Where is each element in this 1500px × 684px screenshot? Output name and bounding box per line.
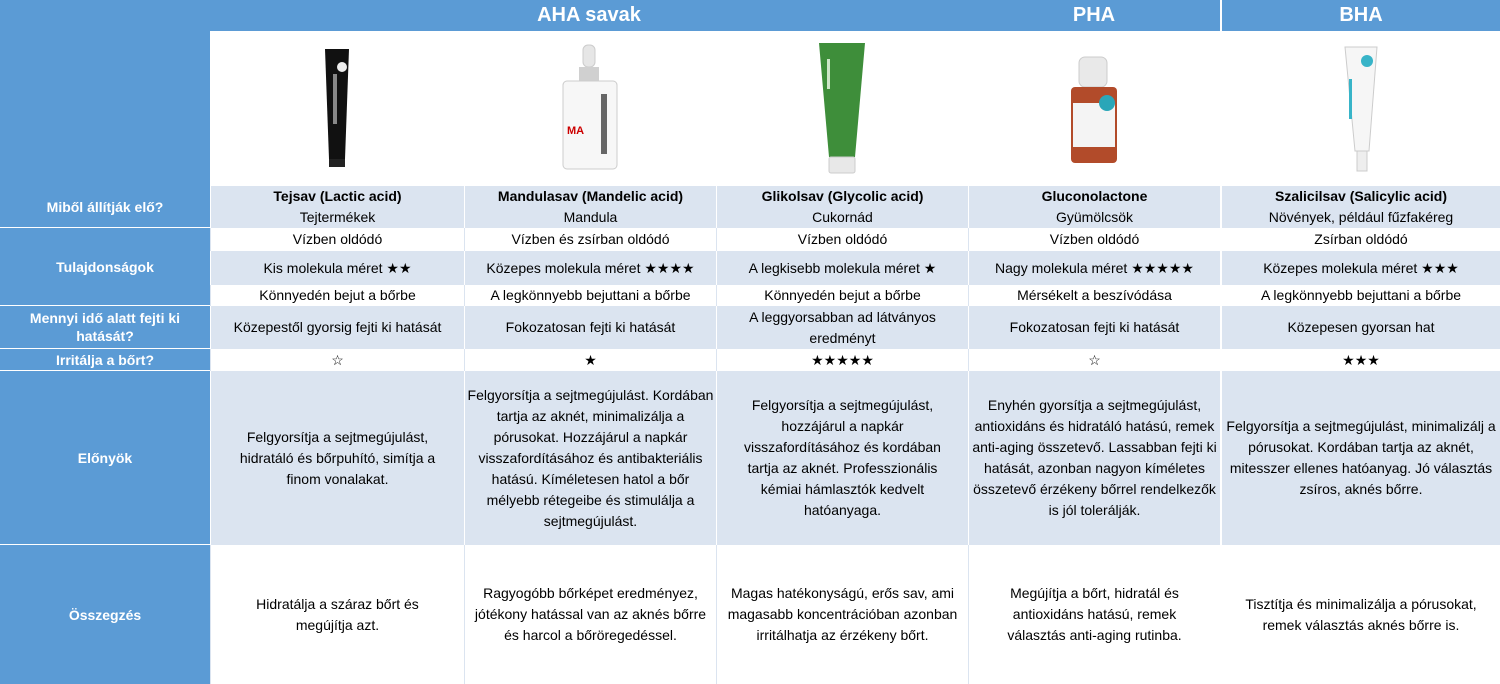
product-name: Glikolsav (Glycolic acid) [716,186,968,207]
product-source: Tejtermékek [210,207,464,228]
white-tube-product-icon [1220,31,1500,186]
product-source: Növények, például fűzfakéreg [1220,207,1500,228]
product-irritation: ★★★★★ [716,349,968,371]
label-source: Miből állítják elő? [0,186,210,228]
product-absorption: Könnyedén bejut a bőrbe [210,285,464,306]
product-molecule: Közepes molekula méret ★★★★ [464,251,716,285]
product-solubility: Vízben oldódó [968,228,1220,251]
product-irritation: ☆ [210,349,464,371]
label-summary: Összegzés [0,545,210,684]
product-time: Közepesen gyorsan hat [1220,306,1500,349]
product-benefits: Felgyorsítja a sejtmegújulást, hidratáló és bőrpuhító, simítja a finom vonalakat. [210,371,464,545]
product-molecule: Közepes molekula méret ★★★ [1220,251,1500,285]
product-solubility: Vízben oldódó [716,228,968,251]
product-molecule: Kis molekula méret ★★ [210,251,464,285]
product-irritation: ★ [464,349,716,371]
product-benefits: Enyhén gyorsítja a sejtmegújulást, antioxidáns és hidratáló hatású, remek anti-aging összetevő. Lassabban fejti ki hatását, azonban nagyon kíméletes összetevő érzékeny bőrrel rendelkezők is jól tolerálják. [968,371,1220,545]
serum-dropper-bottle-icon [464,31,716,186]
label-time: Mennyi idő alatt fejti ki hatását? [0,306,210,349]
product-time: A leggyorsabban ad látványos eredményt [716,306,968,349]
product-benefits: Felgyorsítja a sejtmegújulást. Kordában tartja az aknét, minimalizálja a pórusokat. Hozzájárul a napkár visszafordításához és antibakteriális hatású. Kíméletesen hatol a bőr mélyebb rétegeibe és stimulálja a sejtmegújulást. [464,371,716,545]
product-name: Gluconolactone [968,186,1220,207]
product-molecule: Nagy molekula méret ★★★★★ [968,251,1220,285]
product-summary: Magas hatékonyságú, erős sav, ami magasabb koncentrációban azonban irritálhatja az érzékeny bőrt. [716,545,968,684]
small-serum-bottle-icon [968,31,1220,186]
header-aha: AHA savak [210,0,968,31]
label-properties: Tulajdonságok [0,228,210,306]
product-benefits: Felgyorsítja a sejtmegújulást, minimalizálj a pórusokat. Kordában tartja az aknét, mitesszer ellenes hatóanyag. Jó választás zsíros, aknés bőrre. [1220,371,1500,545]
header-corner [0,0,210,31]
product-absorption: A legkönnyebb bejuttani a bőrbe [1220,285,1500,306]
green-tube-product-icon [716,31,968,186]
product-summary: Megújítja a bőrt, hidratál és antioxidáns hatású, remek választás anti-aging rutinba. [968,545,1220,684]
product-summary: Tisztítja és minimalizálja a pórusokat, remek választás aknés bőrre is. [1220,545,1500,684]
product-irritation: ★★★ [1220,349,1500,371]
product-absorption: A legkönnyebb bejuttani a bőrbe [464,285,716,306]
header-bha: BHA [1220,0,1500,31]
product-solubility: Vízben oldódó [210,228,464,251]
product-irritation: ☆ [968,349,1220,371]
product-absorption: Könnyedén bejut a bőrbe [716,285,968,306]
product-time: Fokozatosan fejti ki hatását [968,306,1220,349]
product-molecule: A legkisebb molekula méret ★ [716,251,968,285]
product-source: Cukornád [716,207,968,228]
product-summary: Hidratálja a száraz bőrt és megújítja azt. [210,545,464,684]
product-absorption: Mérsékelt a beszívódása [968,285,1220,306]
product-solubility: Zsírban oldódó [1220,228,1500,251]
label-benefits: Előnyök [0,371,210,545]
product-summary: Ragyogóbb bőrképet eredményez, jótékony hatással van az aknés bőrre és harcol a bőröregedéssel. [464,545,716,684]
header-pha: PHA [968,0,1220,31]
product-solubility: Vízben és zsírban oldódó [464,228,716,251]
product-time: Közepestől gyorsig fejti ki hatását [210,306,464,349]
black-tube-product-icon [210,31,464,186]
image-row-label [0,31,210,186]
svg-text:MA: MA [567,124,585,137]
product-source: Mandula [464,207,716,228]
product-benefits: Felgyorsítja a sejtmegújulást, hozzájárul a napkár visszafordításához és kordában tartja az aknét. Professzionális kémiai hámlasztók kedvelt hatóanyaga. [716,371,968,545]
label-irritation: Irritálja a bőrt? [0,349,210,371]
product-time: Fokozatosan fejti ki hatását [464,306,716,349]
product-source: Gyümölcsök [968,207,1220,228]
product-name: Mandulasav (Mandelic acid) [464,186,716,207]
product-name: Tejsav (Lactic acid) [210,186,464,207]
product-name: Szalicilsav (Salicylic acid) [1220,186,1500,207]
